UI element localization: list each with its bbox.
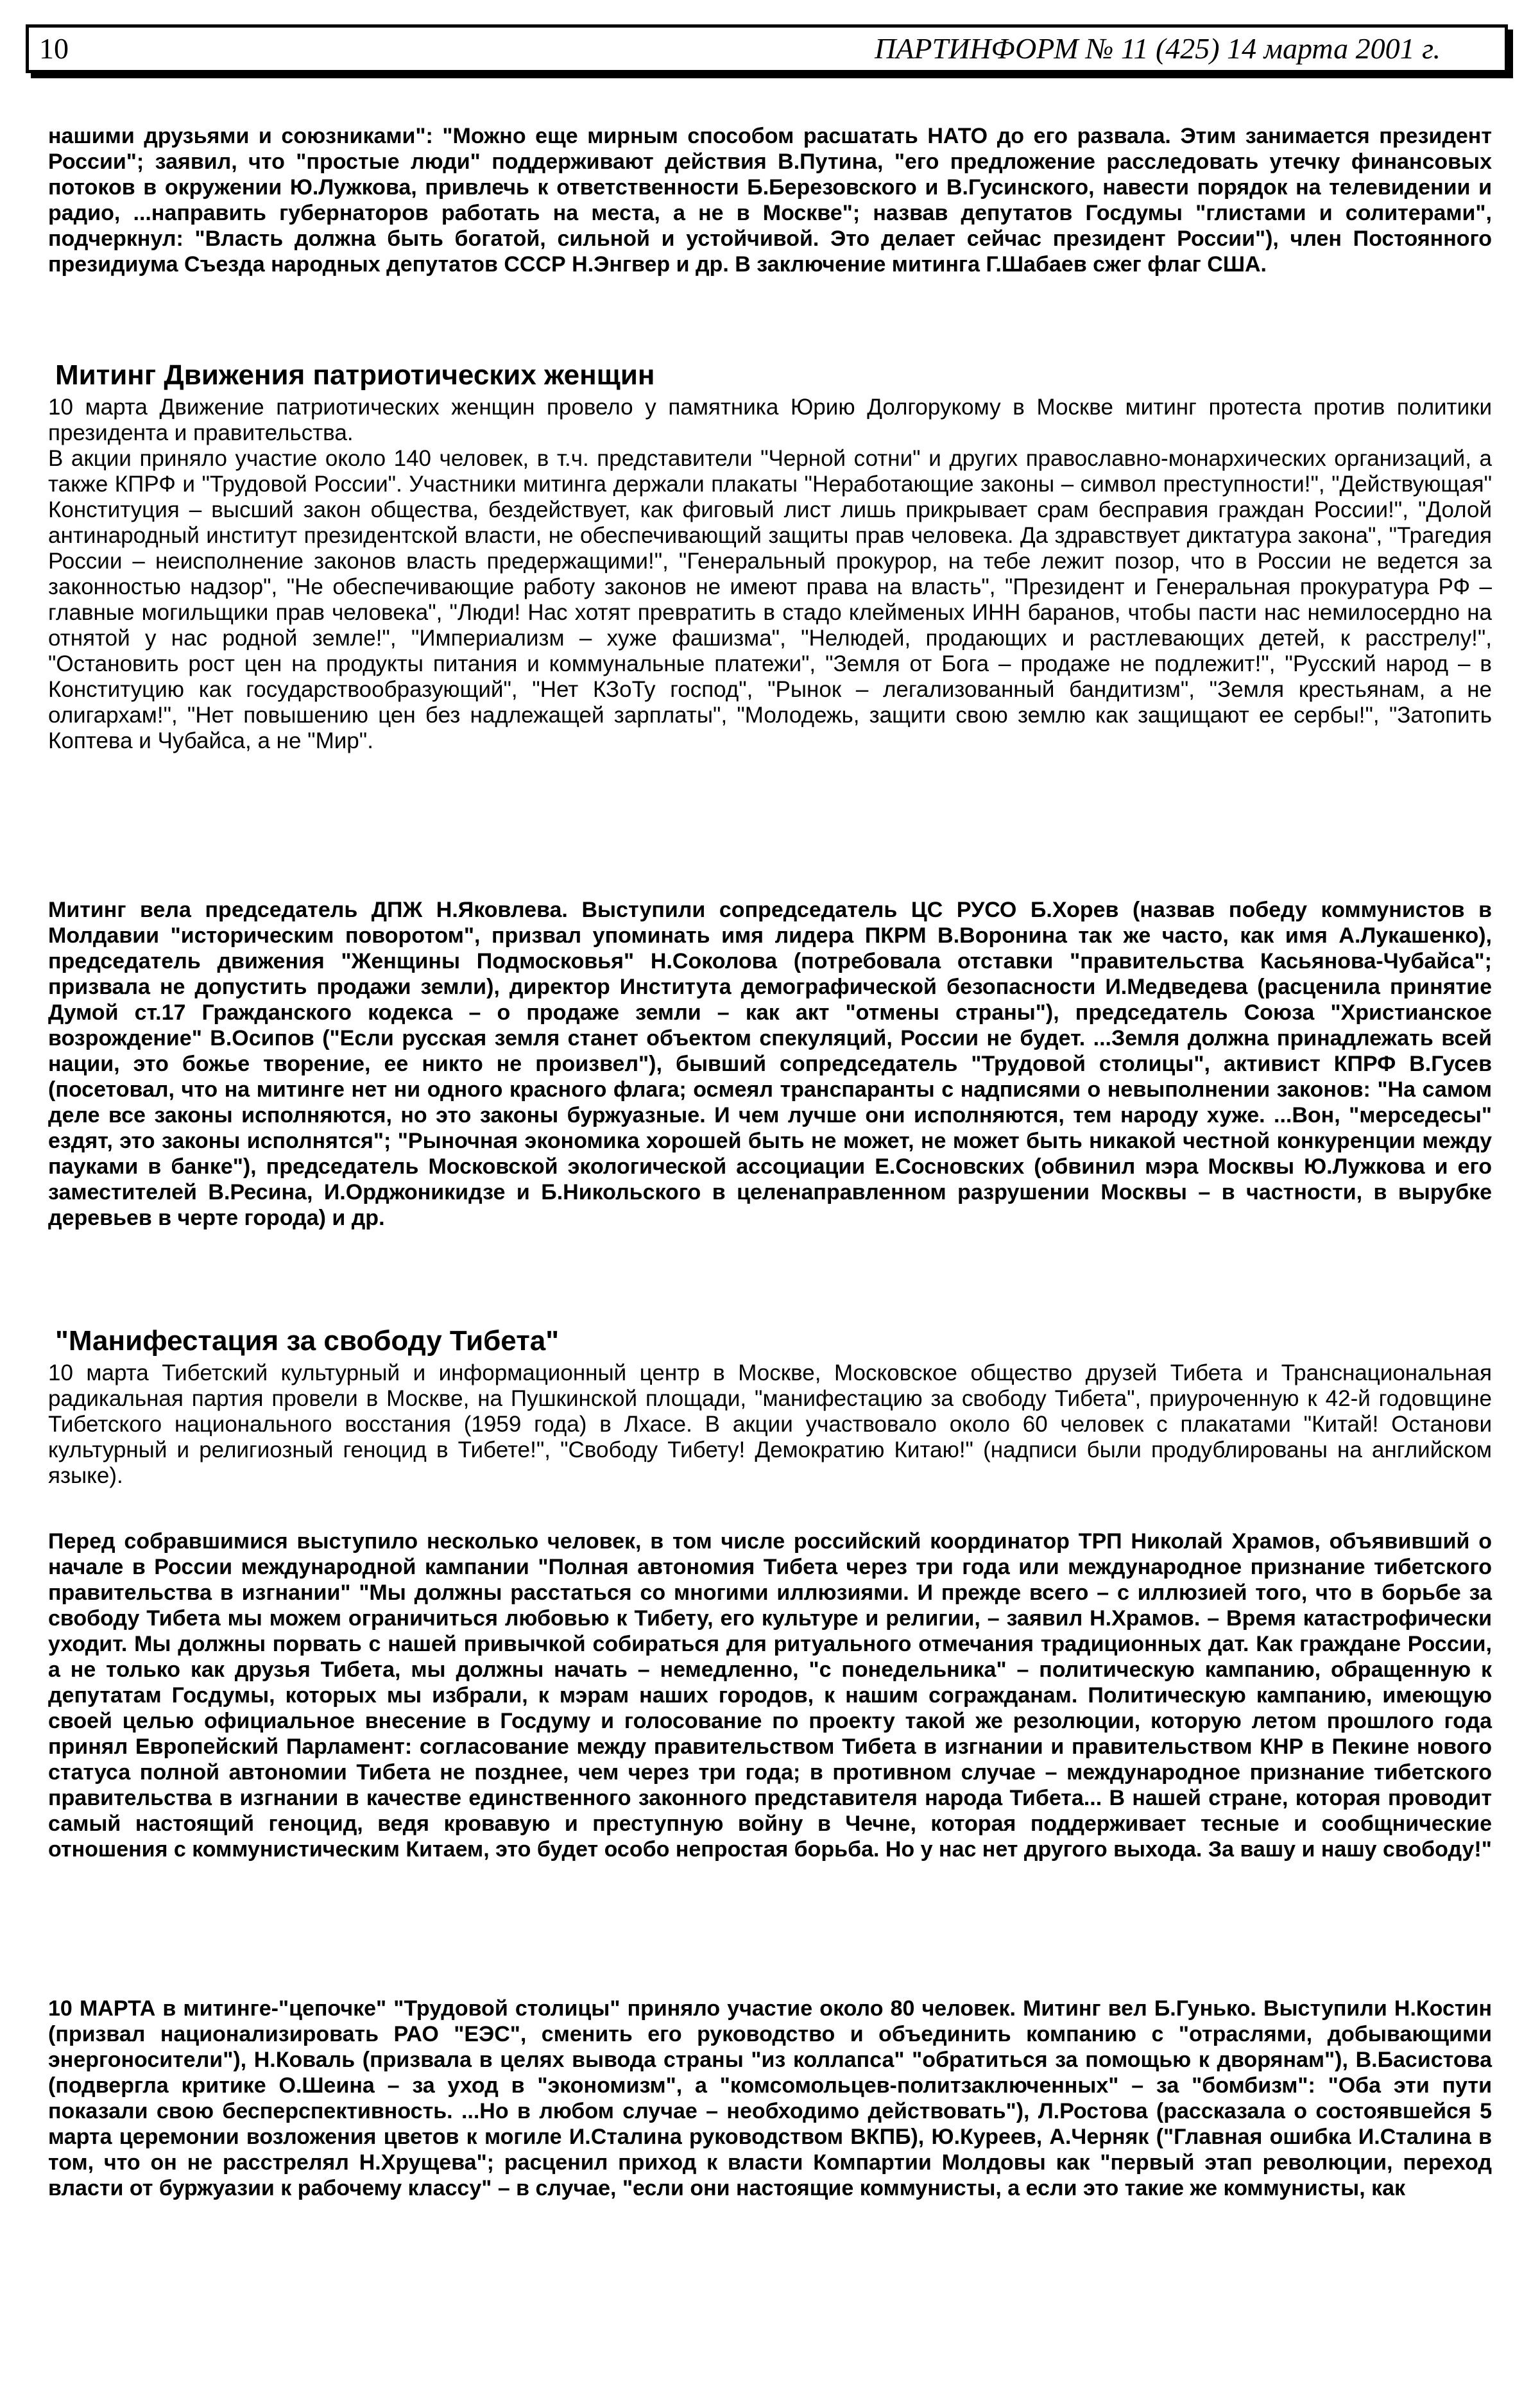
paragraph: В акции приняло участие около 140 человек, в т.ч. представители "Черной сотни" и других православно-монархических организаций, а также КПРФ и "Трудовой России". Участники митинга держали плакаты "Неработающие законы – символ преступности!", "Действующая" Конституция – высший закон общества, бездействует, как фиговый лист лишь прикрывает срам бесправия граждан России!", "Долой антинародный институт президентской власти, не обеспечивающий защиты прав человека. Да здравствует диктатура закона", "Трагедия России – неисполнение законов власть предержащими!", "Генеральный прокурор, на тебе лежит позор, что в России не ведется за законностью надзор", "Не обеспечивающие работу законов не имеют права на власть", "Президент и Генеральная прокуратура РФ – главные могильщики прав человека", "Люди! Нас хотят превратить в стадо клейменых ИНН баранов, чтобы пасти нас немилосердно на отнятой у нас родной земле!", "Империализм – хуже фашизма", "Нелюдей, продающих и растлевающих детей, к расстрелу!", "Остановить рост цен на продукты питания и коммунальные платежи", "Земля от Бога – продаже не подлежит!", "Русский народ – в Конституцию как государствообразующий", "Нет КЗоТу господ", "Рынок – легализованный бандитизм", "Земля крестьянам, а не олигархам!", "Нет повышению цен без надлежащей зарплаты", "Молодежь, защити свою землю как защищают ее сербы!", "Затопить Коптева и Чубайса, а не "Мир". [48, 446, 1492, 753]
paragraph: 10 МАРТА в митинге-"цепочке" "Трудовой столицы" приняло участие около 80 человек. Митинг вел Б.Гунько. Выступили Н.Костин (призвал национализировать РАО "ЕЭС", сменить его руководство и объединить компанию с "отраслями, добывающими энергоносители"), Н.Коваль (призвала в целях вывода страны "из коллапса" "обратиться за помощью к дворянам"), В.Басистова (подвергла критике О.Шеина – за уход в "экономизм", а "комсомольцев-политзаключенных" – за "бомбизм": "Оба эти пути показали свою бесперспективность. ...Но в любом случае – необходимо действовать"), Л.Ростова (рассказала о состоявшейся 5 марта церемонии возложения цветов к могиле И.Сталина руководством ВКПБ), Ю.Куреев, А.Черняк ("Главная ошибка И.Сталина в том, что он не расстрелял Н.Хрущева"; расценил приход к власти Компартии Молдовы как "первый этап революции, переход власти от буржуазии к рабочему классу" – в случае, "если они настоящие коммунисты, а если это такие же коммунисты, как [48, 1996, 1492, 2200]
section-women-body [48, 395, 1492, 754]
intro-paragraph [48, 123, 1492, 277]
section-tibet-speech [48, 1529, 1492, 1862]
section-women-speakers [48, 897, 1492, 1231]
paragraph: Перед собравшимися выступило несколько человек, в том числе российский координатор ТРП Николай Храмов, объявивший о начале в России международной кампании "Полная автономия Тибета через три года или международное признание тибетского правительства в изгнании" "Мы должны расстаться со многими иллюзиями. И прежде всего – с иллюзией того, что в борьбе за свободу Тибета мы можем ограничиться любовью к Тибету, его культуре и религии, – заявил Н.Храмов. – Время катастрофически уходит. Мы должны порвать с нашей привычкой собираться для ритуального отмечания традиционных дат. Как граждане России, а не только как друзья Тибета, мы должны начать – немедленно, "с понедельника" – политическую кампанию, обращенную к депутатам Госдумы, которых мы избрали, к мэрам наших городов, к нашим согражданам. Политическую кампанию, имеющую своей целью официальное внесение в Госдуму и голосование по проекту такой же резолюции, которую летом прошлого года принял Европейский Парламент: согласование между правительством Тибета в изгнании и правительством КНР в Пекине нового статуса полной автономии Тибета не позднее, чем через три года; в противном случае – международное признание тибетского правительства в изгнании в качестве единственного законного представителя народа Тибета... В нашей стране, которая проводит самый настоящий геноцид, ведя кровавую и преступную войну в Чечне, которая поддерживает тесные и сообщнические отношения с коммунистическим Китаем, это будет особо непростая борьба. Но у нас нет другого выхода. За вашу и нашу свободу!" [48, 1529, 1492, 1862]
paragraph: 10 марта Тибетский культурный и информационный центр в Москве, Московское общество друзей Тибета и Транснациональная радикальная партия провели в Москве, на Пушкинской площади, "манифестацию за свободу Тибета", приуроченную к 42-й годовщине Тибетского национального восстания (1959 года) в Лхасе. В акции участвовало около 60 человек с плакатами "Китай! Останови культурный и религиозный геноцид в Тибете!", "Свободу Тибету! Демократию Китаю!" (надписи были продублированы на английском языке). [48, 1360, 1492, 1488]
intro-text: нашими друзьями и союзниками": "Можно еще мирным способом расшатать НАТО до его развала. Этим занимается президент России"; заявил, что "простые люди" поддерживают действия В.Путина, "его предложение расследовать утечку финансовых потоков в окружении Ю.Лужкова, привлечь к ответственности Б.Березовского и В.Гусинского, навести порядок на телевидении и радио, ...направить губернаторов работать на места, а не в Москве"; назвав депутатов Госдумы "глистами и солитерами", подчеркнул: "Власть должна быть богатой, сильной и устойчивой. Это делает сейчас президент России"), член Постоянного президиума Съезда народных депутатов СССР Н.Энгвер и др. В заключение митинга Г.Шабаев сжег флаг США. [48, 124, 1492, 277]
section-heading-women: Митинг Движения патриотических женщин [55, 359, 655, 391]
section-heading-tibet: "Манифестация за свободу Тибета" [55, 1325, 560, 1357]
section-labour-capital [48, 1996, 1492, 2201]
paragraph: Митинг вела председатель ДПЖ Н.Яковлева. Выступили сопредседатель ЦС РУСО Б.Хорев (назвав победу коммунистов в Молдавии "историческим поворотом", призвал упоминать имя лидера ПКРМ В.Воронина так же часто, как имя А.Лукашенко), председатель движения "Женщины Подмосковья" Н.Соколова (потребовала отставки "правительства Касьянова-Чубайса"; призвала не допустить продажи земли), директор Института демографической безопасности И.Медведева (расценила принятие Думой ст.17 Гражданского кодекса – о продаже земли – как акт "отмены страны"), председатель Союза "Христианское возрождение" В.Осипов ("Если русская земля станет объектом спекуляций, России не будет. ...Земля должна принадлежать всей нации, это божье творение, ее никто не произвел"), бывший сопредседатель "Трудовой столицы", активист КПРФ В.Гусев (посетовал, что на митинге нет ни одного красного флага; осмеял транспаранты с надписями о невыполнении законов: "На самом деле все законы исполняются, но это законы буржуазные. И чем лучше они исполняются, тем народу хуже. ...Вон, "мерседесы" ездят, это законы исполнятся"; "Рыночная экономика хорошей быть не может, не может быть никакой честной конкуренции между пауками в банке"), председатель Московской экологической ассоциации Е.Сосновских (обвинил мэра Москвы Ю.Лужкова и его заместителей В.Ресина, И.Орджоникидзе и Б.Никольского в целенаправленном разрушении Москвы – в частности, в вырубке деревьев в черте города) и др. [48, 898, 1492, 1230]
paragraph: 10 марта Движение патриотических женщин провело у памятника Юрию Долгорукому в Москве митинг протеста против политики президента и правительства. [48, 395, 1492, 445]
publication-title: ПАРТИНФОРМ № 11 (425) 14 марта 2001 г. [875, 32, 1441, 65]
page-header [26, 24, 1508, 73]
page-number: 10 [39, 32, 69, 65]
section-tibet-body [48, 1360, 1492, 1489]
